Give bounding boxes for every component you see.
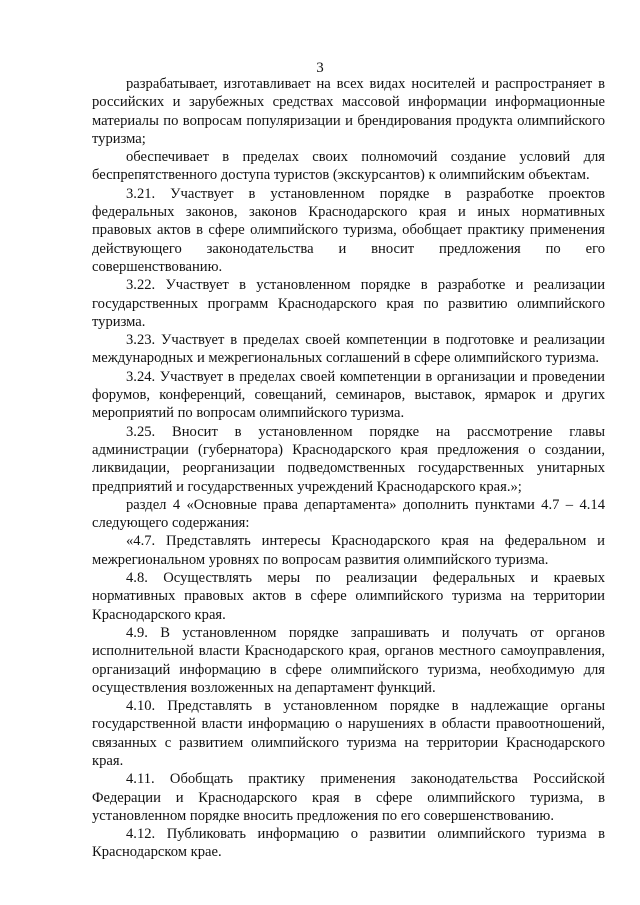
paragraph: разрабатывает, изготавливает на всех видах носителей и распространяет в российских и зарубежных средствах массовой информации информационные материалы по вопросам популяризации и брендирования продукта олимпийского туризма; bbox=[92, 76, 605, 147]
paragraph: 3.25. Вносит в установленном порядке на рассмотрение главы администрации (губернатора) Краснодарского края предложения о создании, ликвидации, реорганизации подведомственных государственных унитарных предприятий и государственных учреждений Краснодарского края.»; bbox=[92, 423, 605, 495]
page-number: 3 bbox=[316, 60, 324, 76]
paragraph: 3.23. Участвует в пределах своей компетенции в подготовке и реализации международных и межрегиональных соглашений в сфере олимпийского туризма. bbox=[92, 332, 605, 367]
paragraph: 4.8. Осуществлять меры по реализации федеральных и краевых нормативных правовых актов в сфере олимпийского туризма на территории Краснодарского края. bbox=[92, 570, 605, 623]
document-body bbox=[92, 75, 605, 862]
paragraph: «4.7. Представлять интересы Краснодарского края на федеральном и межрегиональном уровнях по вопросам развития олимпийского туризма. bbox=[92, 533, 605, 568]
paragraph: 4.11. Обобщать практику применения законодательства Российской Федерации и Краснодарского края в сфере олимпийского туризма, в установленном порядке вносить предложения по его совершенствованию. bbox=[92, 771, 605, 824]
paragraph: 3.21. Участвует в установленном порядке в разработке проектов федеральных законов, законов Краснодарского края и иных нормативных правовых актов в сфере олимпийского туризма, обобщает практику применения действующего законодательства и вносит предложения по его совершенствованию. bbox=[92, 185, 605, 275]
paragraph: 4.10. Представлять в установленном порядке в надлежащие органы государственной власти информацию о нарушениях в области правоотношений, связанных с развитием олимпийского туризма на территории Краснодарского края. bbox=[92, 698, 605, 769]
paragraph: 4.12. Публиковать информацию о развитии олимпийского туризма в Краснодарском крае. bbox=[92, 826, 605, 861]
paragraph: раздел 4 «Основные права департамента» дополнить пунктами 4.7 – 4.14 следующего содержания: bbox=[92, 496, 605, 532]
paragraph: 3.24. Участвует в пределах своей компетенции в организации и проведении форумов, конференций, совещаний, семинаров, выставок, ярмарок и других мероприятий по вопросам олимпийского туризма. bbox=[92, 368, 605, 422]
paragraph: 4.9. В установленном порядке запрашивать и получать от органов исполнительной власти Краснодарского края, органов местного самоуправления, организаций информацию в сфере олимпийского туризма, необходимую для осуществления возложенных на департамент функций. bbox=[92, 624, 605, 696]
paragraph: обеспечивает в пределах своих полномочий создание условий для беспрепятственного доступа туристов (экскурсантов) к олимпийским объектам. bbox=[92, 149, 605, 184]
paragraph: 3.22. Участвует в установленном порядке в разработке и реализации государственных программ Краснодарского края по развитию олимпийского туризма. bbox=[92, 277, 605, 330]
